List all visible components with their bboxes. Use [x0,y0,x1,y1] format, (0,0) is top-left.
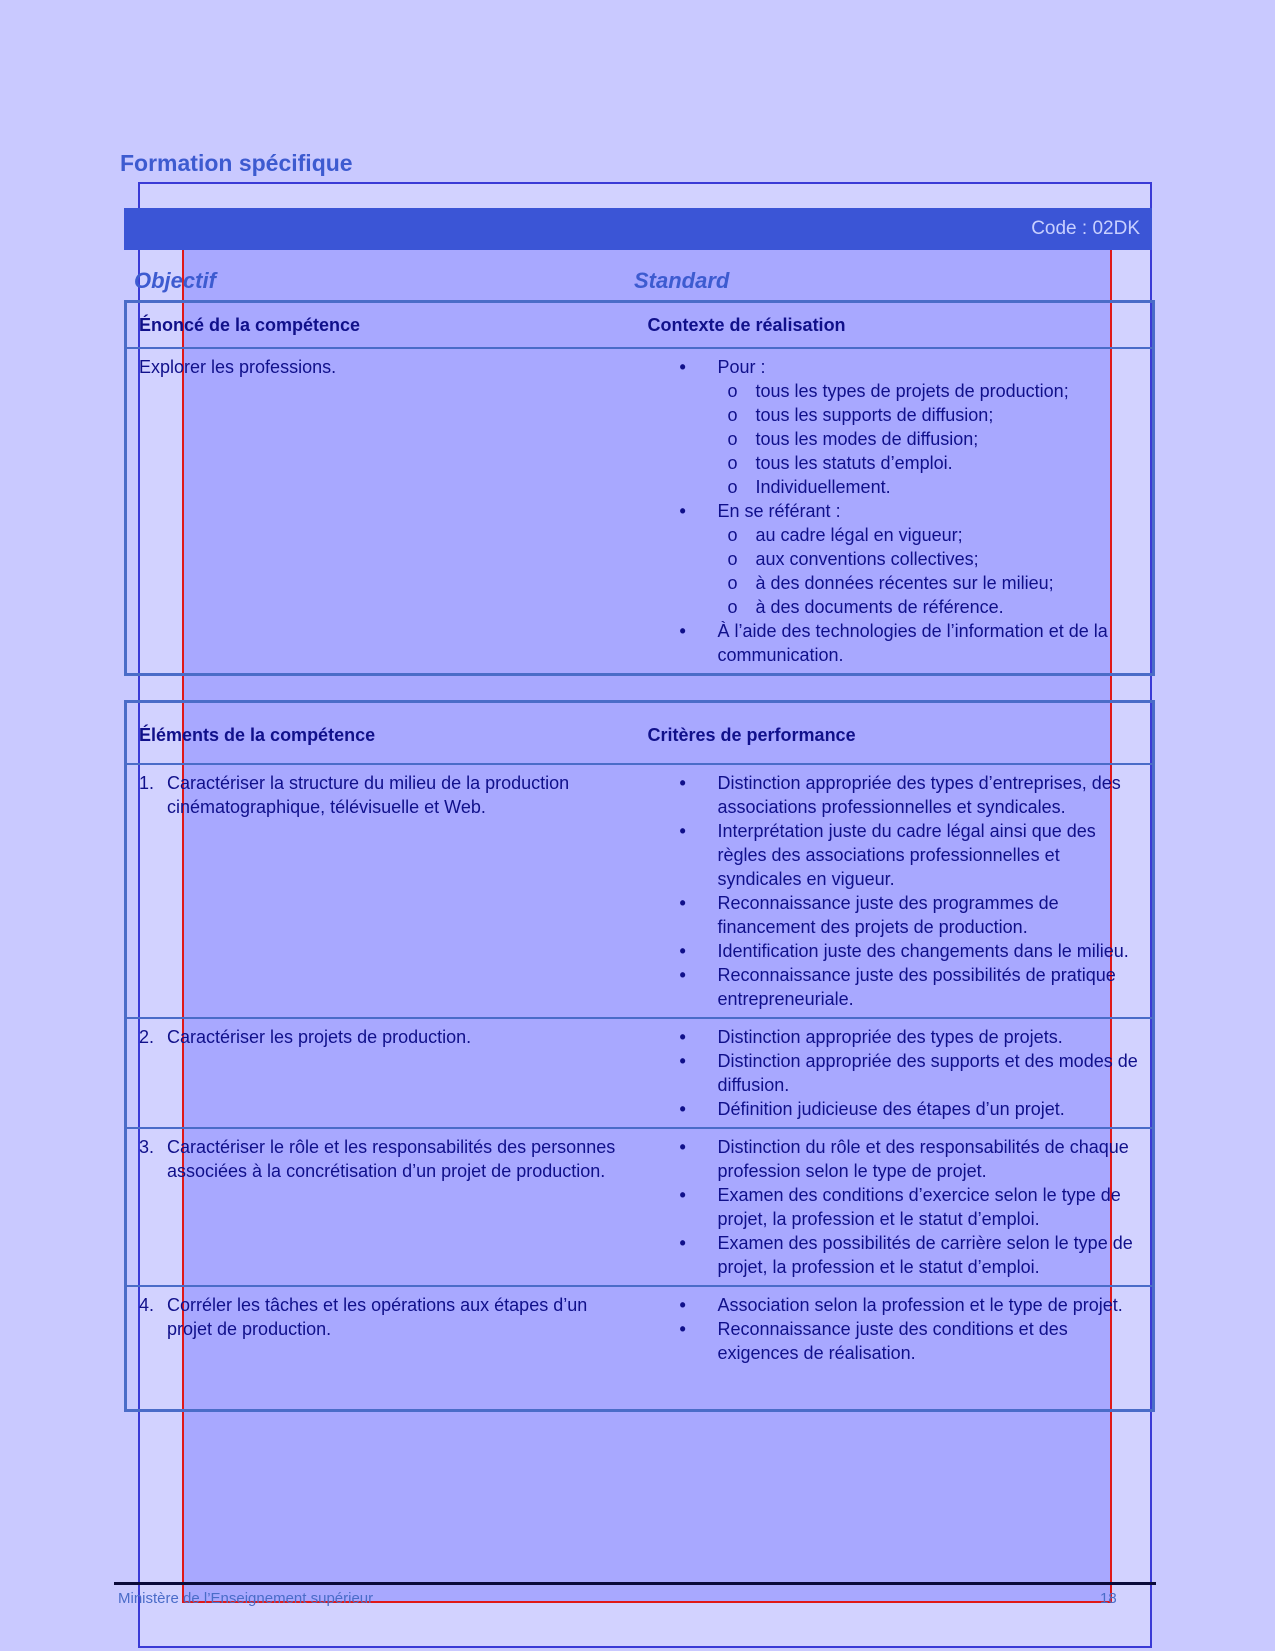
enonce-header-row [126,302,1154,349]
context-cell [636,348,1154,675]
criterion-item: • Reconnaissance juste des conditions et des exigences de réalisation. [718,1317,1145,1365]
context-subitem: o aux conventions collectives; [756,547,1145,571]
criterion-item: • Interprétation juste du cadre légal ainsi que des règles des associations professionnelles et syndicales en vigueur. [718,819,1145,891]
criteria-list [648,1135,1145,1279]
element-cell [126,1286,636,1411]
context-sublist [718,379,1145,499]
context-item [718,499,1145,619]
element-text: Caractériser le rôle et les responsabilités des personnes associées à la concrétisation d’un projet de production. [167,1137,616,1181]
context-subitem: o à des données récentes sur le milieu; [756,571,1145,595]
context-list [648,355,1145,667]
criterion-item: • Identification juste des changements dans le milieu. [718,939,1145,963]
criterion-item: • Reconnaissance juste des programmes de financement des projets de production. [718,891,1145,939]
criterion-item: • Distinction appropriée des types de projets. [718,1025,1145,1049]
element-number: 1. [139,773,155,793]
element-number: 3. [139,1137,155,1157]
standard-heading: Standard [634,268,730,293]
element-text: Caractériser les projets de production. [167,1027,472,1047]
context-item-text: En se référant : [717,501,841,521]
code-label: Code : [1031,218,1088,239]
context-subitem: o tous les modes de diffusion; [756,427,1145,451]
context-sublist [718,523,1145,619]
enonce-table [124,300,1155,676]
element-text: Caractériser la structure du milieu de la production cinématographique, télévisuelle et Web. [167,773,570,817]
criteria-cell [636,1018,1154,1128]
section-title: Formation spécifique [120,150,353,176]
criteria-list [648,1025,1145,1121]
element-item [139,1135,628,1183]
competence-text: Explorer les professions. [126,348,636,675]
criterion-item: • Examen des possibilités de carrière selon le type de projet, la profession et le statut d’emploi. [718,1231,1145,1279]
element-row [126,1128,1154,1286]
context-subitem: o tous les statuts d’emploi. [756,451,1145,475]
criteria-cell [636,1286,1154,1411]
element-item [139,771,628,819]
code-bar [124,208,1152,250]
element-row [126,764,1154,1018]
context-item [718,355,1145,499]
enonce-header: Énoncé de la compétence [126,302,636,349]
criteria-cell [636,764,1154,1018]
context-subitem: o à des documents de référence. [756,595,1145,619]
context-subitem: o Individuellement. [756,475,1145,499]
criterion-item: • Distinction appropriée des supports et des modes de diffusion. [718,1049,1145,1097]
context-item [718,619,1145,667]
element-number: 4. [139,1295,155,1315]
criteria-header: Critères de performance [636,702,1154,765]
context-item-text: Pour : [717,357,766,377]
page-number: 18 [1100,1590,1117,1607]
element-item [139,1025,628,1049]
criterion-item: • Reconnaissance juste des possibilités de pratique entrepreneuriale. [718,963,1145,1011]
objectif-heading: Objectif [134,268,216,293]
context-subitem: o tous les types de projets de production; [756,379,1145,403]
context-subitem: o au cadre légal en vigueur; [756,523,1145,547]
criterion-item: • Distinction du rôle et des responsabilités de chaque profession selon le type de projet. [718,1135,1145,1183]
code-value: 02DK [1092,218,1140,239]
elements-table [124,700,1155,1412]
elements-header: Éléments de la compétence [126,702,636,765]
element-row [126,1286,1154,1411]
elements-header-row [126,702,1154,765]
context-subitem: o tous les supports de diffusion; [756,403,1145,427]
element-cell [126,764,636,1018]
contexte-header: Contexte de réalisation [636,302,1154,349]
criteria-list [648,771,1145,1011]
element-cell [126,1018,636,1128]
element-cell [126,1128,636,1286]
criterion-item: • Association selon la profession et le type de projet. [718,1293,1145,1317]
element-number: 2. [139,1027,155,1047]
criterion-item: • Distinction appropriée des types d’entreprises, des associations professionnelles et syndicales. [718,771,1145,819]
element-item [139,1293,628,1341]
criterion-item: • Définition judicieuse des étapes d’un projet. [718,1097,1145,1121]
element-row [126,1018,1154,1128]
enonce-body-row [126,348,1154,675]
element-text: Corréler les tâches et les opérations aux étapes d’un projet de production. [167,1295,588,1339]
code-text [1031,218,1140,240]
footer-ministry: Ministère de l’Enseignement supérieur [118,1590,374,1607]
footer-rule [114,1582,1156,1585]
criteria-list [648,1293,1145,1365]
context-item-text: À l’aide des technologies de l’information et de la communication. [717,621,1108,665]
criteria-cell [636,1128,1154,1286]
criterion-item: • Examen des conditions d’exercice selon le type de projet, la profession et le statut d’emploi. [718,1183,1145,1231]
